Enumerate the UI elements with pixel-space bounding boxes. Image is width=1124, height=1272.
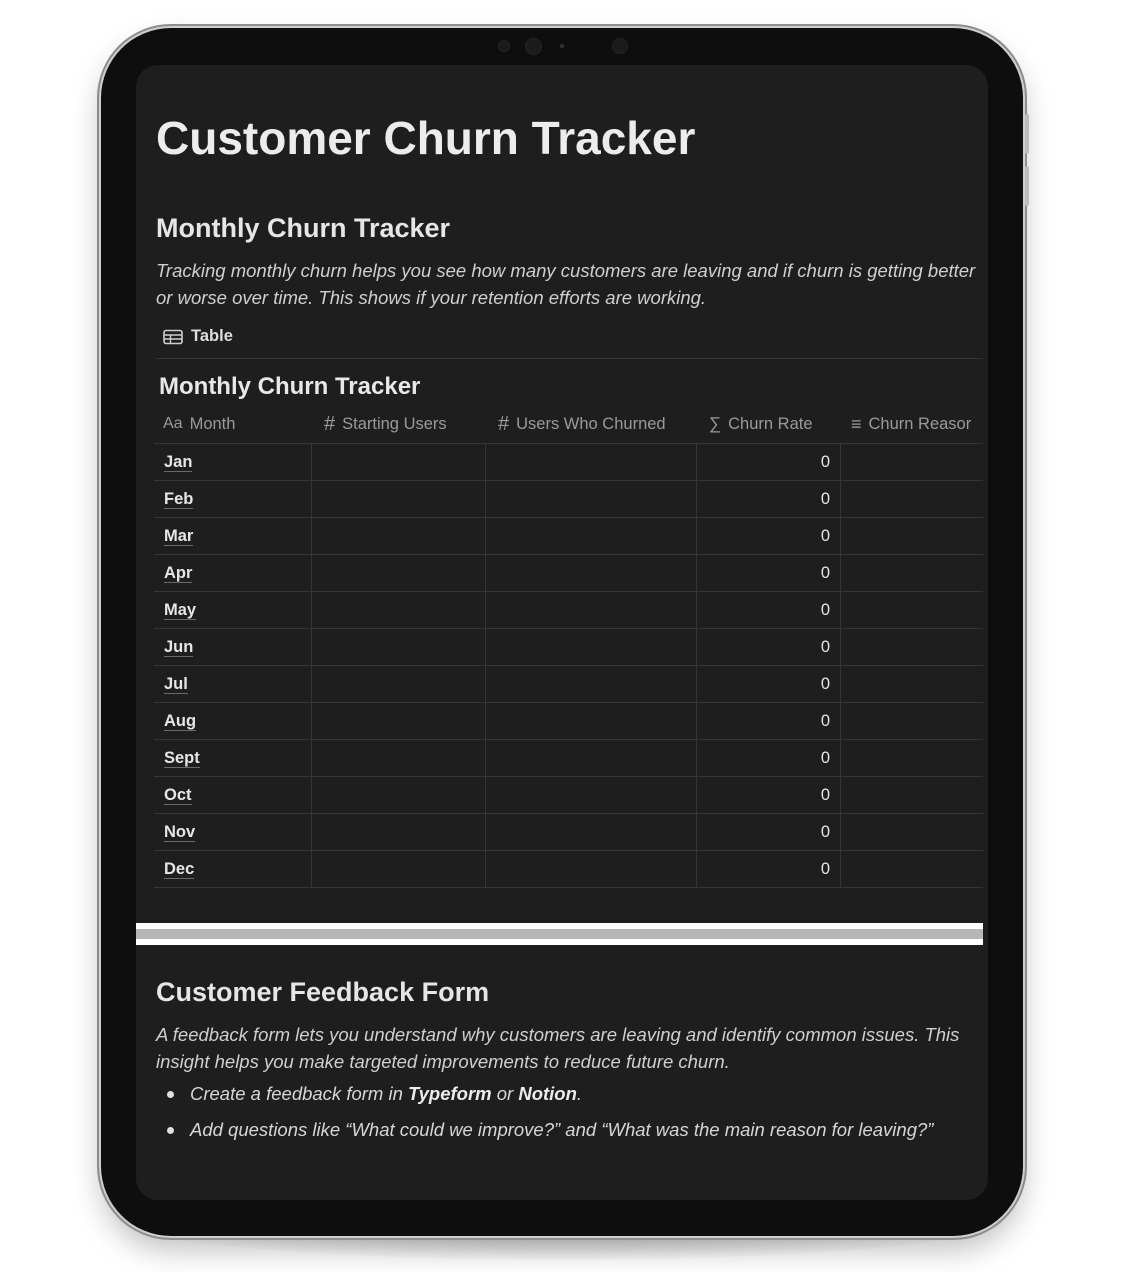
view-tab-label: Table — [191, 327, 233, 345]
cell-month[interactable] — [154, 444, 312, 480]
cell-month[interactable] — [154, 629, 312, 665]
sensor-dot — [498, 40, 510, 52]
churn-table — [154, 405, 983, 888]
cell-month[interactable] — [154, 666, 312, 702]
section-description-monthly: Tracking monthly churn helps you see how many customers are leaving and if churn is getting better or worse over time. This shows if your retention efforts are working. — [156, 260, 976, 308]
cell-month[interactable] — [154, 703, 312, 739]
cell-starting-users[interactable] — [312, 592, 486, 628]
cell-churn-reason[interactable] — [841, 592, 983, 628]
bullet-bold-notion: Notion — [518, 1083, 577, 1104]
view-divider — [156, 358, 983, 359]
side-button — [1025, 114, 1029, 154]
cell-starting-users[interactable] — [312, 555, 486, 591]
cell-users-who-churned[interactable] — [486, 851, 697, 887]
screen-bottom-edge — [136, 1165, 988, 1200]
cell-users-who-churned[interactable] — [486, 629, 697, 665]
title-aa-icon: Aa — [163, 415, 183, 432]
cell-churn-rate: 0 — [697, 666, 841, 702]
table-row[interactable] — [154, 481, 983, 518]
cell-starting-users[interactable] — [312, 666, 486, 702]
column-header-users-who-churned[interactable] — [486, 405, 697, 443]
month-label: Apr — [164, 563, 193, 582]
month-label: Feb — [164, 489, 194, 508]
month-label: Jun — [164, 637, 194, 656]
column-label: Starting Users — [342, 414, 447, 433]
list-item — [156, 1119, 988, 1155]
bullet-dot — [167, 1091, 174, 1098]
separator-band — [136, 923, 983, 945]
month-label: Jan — [164, 452, 193, 471]
cell-churn-reason[interactable] — [841, 481, 983, 517]
cell-month[interactable] — [154, 481, 312, 517]
cell-churn-reason[interactable] — [841, 814, 983, 850]
bullet-bold-typeform: Typeform — [408, 1083, 492, 1104]
bullet-text: or — [491, 1083, 519, 1104]
cell-churn-rate: 0 — [697, 518, 841, 554]
column-header-churn-rate[interactable] — [697, 405, 841, 443]
section-heading-monthly: Monthly Churn Tracker — [156, 213, 451, 243]
cell-churn-rate: 0 — [697, 814, 841, 850]
cell-starting-users[interactable] — [312, 777, 486, 813]
table-icon — [163, 329, 183, 345]
face-id-sensor — [612, 38, 628, 54]
cell-churn-reason[interactable] — [841, 629, 983, 665]
cell-users-who-churned[interactable] — [486, 555, 697, 591]
column-label: Churn Rate — [728, 414, 813, 433]
cell-churn-reason[interactable] — [841, 851, 983, 887]
bullet-text: Add questions like “What could we improve?” and “What was the main reason for leaving?” — [190, 1119, 934, 1140]
cell-month[interactable] — [154, 777, 312, 813]
cell-starting-users[interactable] — [312, 518, 486, 554]
table-row[interactable] — [154, 555, 983, 592]
table-row[interactable] — [154, 629, 983, 666]
cell-starting-users[interactable] — [312, 703, 486, 739]
month-label: Sept — [164, 748, 200, 767]
cell-churn-reason[interactable] — [841, 666, 983, 702]
cell-month[interactable] — [154, 592, 312, 628]
table-row[interactable] — [154, 740, 983, 777]
cell-users-who-churned[interactable] — [486, 444, 697, 480]
cell-churn-reason[interactable] — [841, 740, 983, 776]
cell-users-who-churned[interactable] — [486, 740, 697, 776]
cell-starting-users[interactable] — [312, 740, 486, 776]
month-label: Aug — [164, 711, 197, 730]
month-label: Jul — [164, 674, 188, 693]
bullet-dot — [167, 1127, 174, 1134]
cell-churn-rate: 0 — [697, 777, 841, 813]
cell-users-who-churned[interactable] — [486, 703, 697, 739]
cell-starting-users[interactable] — [312, 851, 486, 887]
cell-month[interactable] — [154, 518, 312, 554]
cell-churn-reason[interactable] — [841, 703, 983, 739]
cell-churn-reason[interactable] — [841, 518, 983, 554]
cell-churn-rate: 0 — [697, 629, 841, 665]
cell-users-who-churned[interactable] — [486, 814, 697, 850]
cell-starting-users[interactable] — [312, 481, 486, 517]
cell-users-who-churned[interactable] — [486, 592, 697, 628]
cell-churn-rate: 0 — [697, 444, 841, 480]
section-heading-feedback: Customer Feedback Form — [156, 977, 490, 1007]
cell-churn-rate: 0 — [697, 703, 841, 739]
cell-churn-reason[interactable] — [841, 777, 983, 813]
feedback-bullet-list — [156, 1083, 988, 1155]
cell-starting-users[interactable] — [312, 814, 486, 850]
table-body — [154, 444, 983, 888]
cell-churn-rate: 0 — [697, 555, 841, 591]
month-label: Nov — [164, 822, 196, 841]
bullet-text: . — [576, 1083, 583, 1104]
bullet-text: Create a feedback form in — [190, 1083, 408, 1104]
page-title: Customer Churn Tracker — [156, 112, 696, 164]
column-label: Users Who Churned — [516, 414, 666, 433]
text-lines-icon: ≡ — [851, 413, 862, 434]
screen — [136, 65, 988, 1200]
cell-churn-rate: 0 — [697, 740, 841, 776]
table-row[interactable] — [154, 518, 983, 555]
cell-users-who-churned[interactable] — [486, 666, 697, 702]
table-row[interactable] — [154, 703, 983, 740]
cell-churn-rate: 0 — [697, 481, 841, 517]
cell-users-who-churned[interactable] — [486, 777, 697, 813]
column-header-starting-users[interactable] — [312, 405, 486, 443]
table-row[interactable] — [154, 444, 983, 481]
number-hash-icon: # — [498, 412, 510, 435]
month-label: Dec — [164, 859, 195, 878]
cell-churn-rate: 0 — [697, 592, 841, 628]
database-title[interactable]: Monthly Churn Tracker — [159, 373, 421, 400]
cell-churn-reason[interactable] — [841, 444, 983, 480]
formula-sigma-icon: ∑ — [709, 414, 722, 433]
notion-page — [136, 65, 988, 1165]
cell-month[interactable] — [154, 814, 312, 850]
column-header-month[interactable] — [154, 405, 312, 443]
cell-month[interactable] — [154, 740, 312, 776]
indicator-light — [560, 44, 564, 48]
month-label: Mar — [164, 526, 194, 545]
column-label: Month — [189, 414, 236, 433]
section-description-feedback: A feedback form lets you understand why customers are leaving and identify common issues. This insight helps you make targeted improvements to reduce future churn. — [156, 1024, 960, 1072]
cell-users-who-churned[interactable] — [486, 481, 697, 517]
front-camera — [525, 38, 542, 55]
table-row[interactable] — [154, 814, 983, 851]
table-row[interactable] — [154, 592, 983, 629]
view-tab-table[interactable] — [163, 327, 233, 346]
table-row[interactable] — [154, 851, 983, 888]
month-label: Oct — [164, 785, 192, 804]
cell-churn-rate: 0 — [697, 851, 841, 887]
list-item — [156, 1083, 988, 1119]
month-label: May — [164, 600, 197, 619]
table-row[interactable] — [154, 666, 983, 703]
cell-month[interactable] — [154, 555, 312, 591]
number-hash-icon: # — [324, 412, 336, 435]
table-row[interactable] — [154, 777, 983, 814]
separator-band-inner — [136, 929, 983, 939]
cell-churn-reason[interactable] — [841, 555, 983, 591]
cell-starting-users[interactable] — [312, 629, 486, 665]
table-header — [154, 405, 983, 444]
cell-starting-users[interactable] — [312, 444, 486, 480]
column-header-churn-reason[interactable] — [841, 405, 983, 443]
cell-users-who-churned[interactable] — [486, 518, 697, 554]
column-label: Churn Reasor — [868, 414, 972, 433]
cell-month[interactable] — [154, 851, 312, 887]
